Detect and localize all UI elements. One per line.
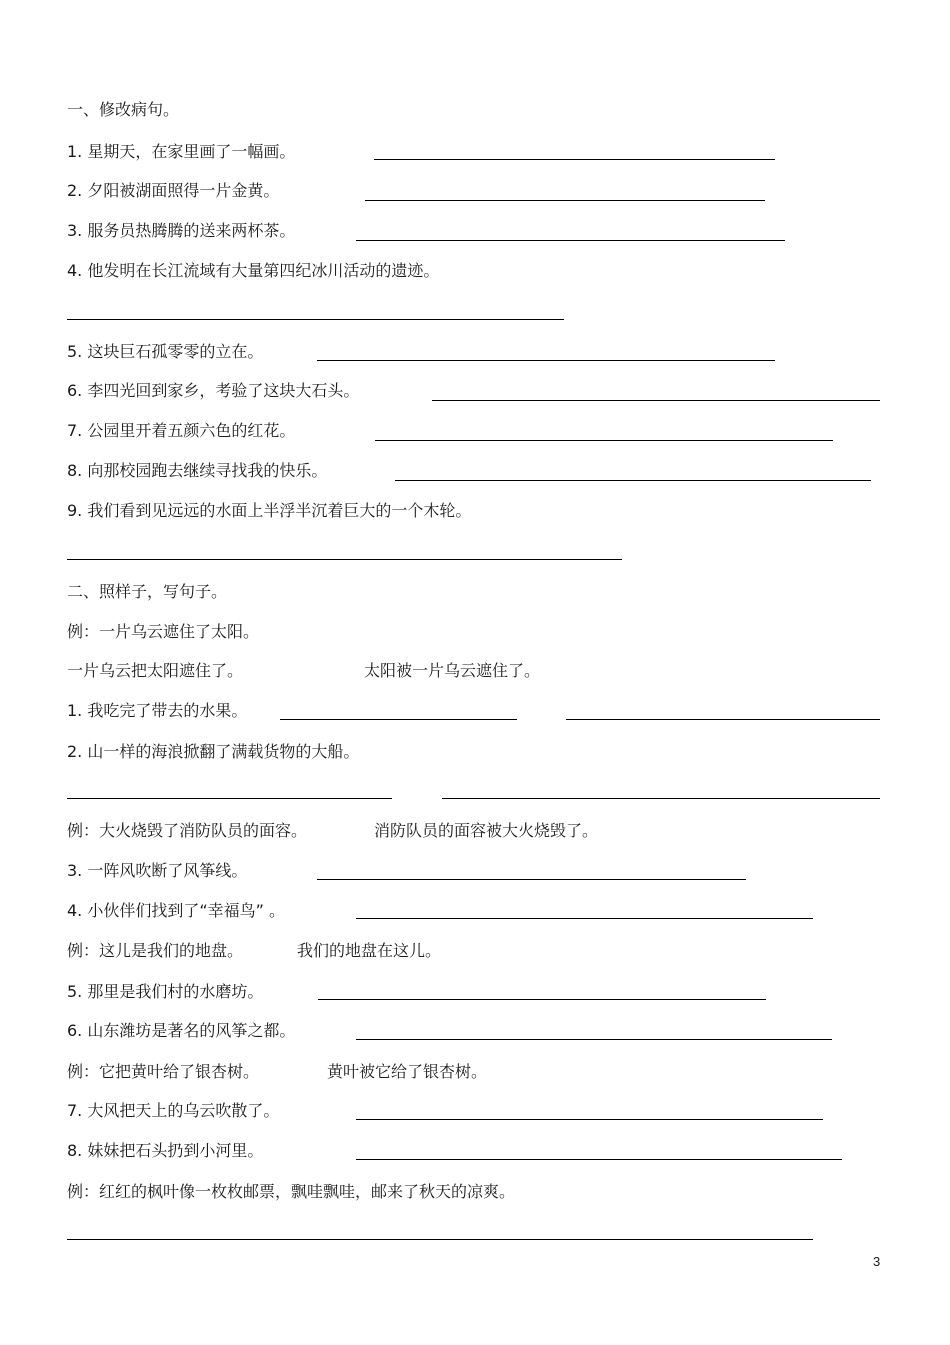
question-4: 4. 他发明在长江流域有大量第四纪冰川活动的遗迹。 xyxy=(67,261,440,280)
answer-line-2-2b[interactable] xyxy=(442,798,880,799)
question-6: 6. 李四光回到家乡，考验了这块大石头。 xyxy=(67,381,360,400)
answer-line-2-5[interactable] xyxy=(318,999,766,1000)
answer-line-1[interactable] xyxy=(374,159,775,160)
example-4-answer: 黄叶被它给了银杏树。 xyxy=(327,1062,488,1081)
example-2-answer: 消防队员的面容被大火烧毁了。 xyxy=(374,821,599,840)
example-4: 例：它把黄叶给了银杏树。 xyxy=(67,1062,260,1081)
question-2-8: 8. 妹妹把石头扔到小河里。 xyxy=(67,1141,264,1160)
answer-line-7[interactable] xyxy=(375,440,833,441)
question-7: 7. 公园里开着五颜六色的红花。 xyxy=(67,421,296,440)
example-1-answer-a: 一片乌云把太阳遮住了。 xyxy=(67,661,244,680)
answer-line-2[interactable] xyxy=(365,200,765,201)
answer-line-5[interactable] xyxy=(317,360,775,361)
answer-line-9[interactable] xyxy=(67,559,622,560)
question-2-7: 7. 大风把天上的乌云吹散了。 xyxy=(67,1101,280,1120)
answer-line-4[interactable] xyxy=(67,319,564,320)
answer-line-6[interactable] xyxy=(432,400,880,401)
example-2: 例：大火烧毁了消防队员的面容。 xyxy=(67,821,308,840)
question-9: 9. 我们看到见远远的水面上半浮半沉着巨大的一个木轮。 xyxy=(67,501,472,520)
answer-line-2-6[interactable] xyxy=(356,1039,832,1040)
question-5: 5. 这块巨石孤零零的立在。 xyxy=(67,342,264,361)
section-2-heading: 二、照样子，写句子。 xyxy=(67,582,228,601)
answer-line-2-9[interactable] xyxy=(67,1239,813,1240)
answer-line-2-4[interactable] xyxy=(356,918,813,919)
question-2-2: 2. 山一样的海浪掀翻了满载货物的大船。 xyxy=(67,742,360,761)
answer-line-2-1a[interactable] xyxy=(280,719,517,720)
answer-line-8[interactable] xyxy=(395,480,871,481)
question-2-6: 6. 山东潍坊是著名的风筝之都。 xyxy=(67,1021,296,1040)
answer-line-2-2a[interactable] xyxy=(67,798,392,799)
example-3-answer: 我们的地盘在这儿。 xyxy=(297,941,442,960)
answer-line-2-1b[interactable] xyxy=(566,719,880,720)
answer-line-2-3[interactable] xyxy=(317,879,746,880)
question-2-1: 1. 我吃完了带去的水果。 xyxy=(67,701,248,720)
example-3: 例：这儿是我们的地盘。 xyxy=(67,941,244,960)
answer-line-2-8[interactable] xyxy=(356,1159,842,1160)
example-1: 例：一片乌云遮住了太阳。 xyxy=(67,622,260,641)
answer-line-2-7[interactable] xyxy=(356,1119,823,1120)
question-2-4: 4. 小伙伴们找到了“幸福鸟” 。 xyxy=(67,901,286,920)
question-8: 8. 向那校园跑去继续寻找我的快乐。 xyxy=(67,461,328,480)
question-2: 2. 夕阳被湖面照得一片金黄。 xyxy=(67,181,280,200)
example-1-answer-b: 太阳被一片乌云遮住了。 xyxy=(364,661,541,680)
question-1: 1. 星期天，在家里画了一幅画。 xyxy=(67,142,296,161)
page-number: 3 xyxy=(873,1254,881,1269)
example-5: 例：红红的枫叶像一枚枚邮票，飘哇飘哇，邮来了秋天的凉爽。 xyxy=(67,1182,516,1201)
question-3: 3. 服务员热腾腾的送来两杯茶。 xyxy=(67,221,296,240)
question-2-3: 3. 一阵风吹断了风筝线。 xyxy=(67,861,248,880)
question-2-5: 5. 那里是我们村的水磨坊。 xyxy=(67,982,264,1001)
answer-line-3[interactable] xyxy=(356,240,785,241)
section-1-heading: 一、修改病句。 xyxy=(67,100,180,119)
